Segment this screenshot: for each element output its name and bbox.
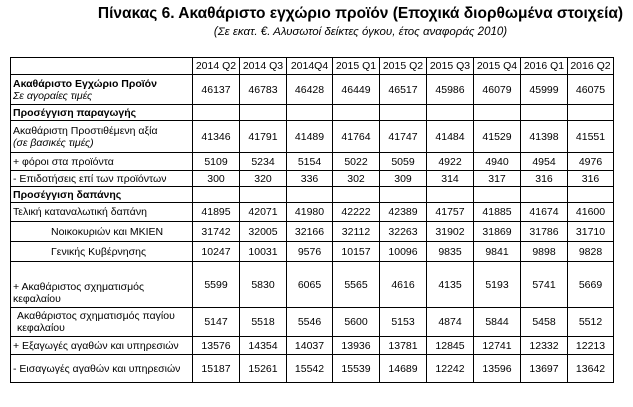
header-row [11, 58, 614, 75]
cell: 9841 [474, 242, 521, 262]
cell: 41764 [333, 121, 380, 153]
cell: 41791 [240, 121, 287, 153]
cell: 5669 [568, 262, 614, 308]
cell: 5154 [287, 153, 333, 171]
cell: 41747 [380, 121, 427, 153]
column-header: 2015 Q2 [380, 58, 427, 75]
cell: 300 [193, 171, 240, 187]
cell: 15539 [333, 355, 380, 383]
cell: 41346 [193, 121, 240, 153]
row-gva [11, 121, 614, 153]
cell: 13936 [333, 337, 380, 355]
column-header: 2016 Q1 [521, 58, 568, 75]
cell: 13576 [193, 337, 240, 355]
cell: 14689 [380, 355, 427, 383]
cell: 4954 [521, 153, 568, 171]
cell: 10247 [193, 242, 240, 262]
row-label: Τελική καταναλωτική δαπάνη [11, 203, 193, 222]
cell: 41489 [287, 121, 333, 153]
cell: 12741 [474, 337, 521, 355]
row-gdp [11, 75, 614, 105]
cell: 45986 [427, 75, 474, 105]
row-taxes [11, 153, 614, 171]
row-label: + Εξαγωγές αγαθών και υπηρεσιών [11, 337, 193, 355]
cell: 46079 [474, 75, 521, 105]
section-header: Προσέγγιση παραγωγής [11, 105, 193, 121]
cell: 46428 [287, 75, 333, 105]
gdp-table [10, 57, 614, 383]
row-sublabel: (σε βασικές τιμές) [13, 136, 94, 149]
row-sublabel: Σε αγοραίες τιμές [13, 89, 93, 102]
cell: 9828 [568, 242, 614, 262]
cell: 5193 [474, 262, 521, 308]
cell: 9835 [427, 242, 474, 262]
cell: 41600 [568, 203, 614, 222]
row-title: Ακαθάριστο Εγχώριο Προϊόν [13, 77, 157, 90]
cell: 41980 [287, 203, 333, 222]
cell: 46517 [380, 75, 427, 105]
row-households [11, 222, 614, 242]
cell: 4135 [427, 262, 474, 308]
cell: 14037 [287, 337, 333, 355]
row-gross-capital [11, 262, 614, 308]
row-imports [11, 355, 614, 383]
column-header: 2015 Q4 [474, 58, 521, 75]
cell: 13596 [474, 355, 521, 383]
cell: 12332 [521, 337, 568, 355]
cell: 5059 [380, 153, 427, 171]
cell: 13697 [521, 355, 568, 383]
row-label: Γενικής Κυβέρνησης [11, 242, 193, 262]
section-header: Προσέγγιση δαπάνης [11, 187, 193, 203]
cell: 4874 [427, 308, 474, 337]
cell: 316 [568, 171, 614, 187]
column-header: 2014 Q2 [193, 58, 240, 75]
row-label: Νοικοκυριών και ΜΚΙΕΝ [11, 222, 193, 242]
cell: 5458 [521, 308, 568, 337]
cell: 302 [333, 171, 380, 187]
row-label [11, 75, 193, 105]
cell: 41484 [427, 121, 474, 153]
cell: 9898 [521, 242, 568, 262]
cell: 46449 [333, 75, 380, 105]
cell: 5844 [474, 308, 521, 337]
cell: 5109 [193, 153, 240, 171]
cell: 5830 [240, 262, 287, 308]
cell: 15542 [287, 355, 333, 383]
cell: 12242 [427, 355, 474, 383]
cell: 31902 [427, 222, 474, 242]
table-title: Πίνακας 6. Ακαθάριστο εγχώριο προϊόν (Εποχικά διορθωμένα στοιχεία) [97, 5, 624, 22]
cell: 5600 [333, 308, 380, 337]
column-header: 2016 Q2 [568, 58, 614, 75]
cell: 5565 [333, 262, 380, 308]
cell: 41398 [521, 121, 568, 153]
row-label: + Ακαθάριστος σχηματισμός κεφαλαίου [11, 262, 193, 308]
cell: 5153 [380, 308, 427, 337]
cell: 46783 [240, 75, 287, 105]
row-final-consumption [11, 203, 614, 222]
row-label: - Επιδοτήσεις επί των προϊόντων [11, 171, 193, 187]
column-header: 2014Q4 [287, 58, 333, 75]
row-expenditure-header [11, 187, 614, 203]
cell: 46075 [568, 75, 614, 105]
cell: 41551 [568, 121, 614, 153]
cell: 31710 [568, 222, 614, 242]
cell: 32263 [380, 222, 427, 242]
row-production-header [11, 105, 614, 121]
cell: 5512 [568, 308, 614, 337]
cell: 4922 [427, 153, 474, 171]
row-title: Ακαθάριστη Προστιθέμενη αξία [13, 124, 158, 137]
row-government [11, 242, 614, 262]
cell: 32005 [240, 222, 287, 242]
cell: 32112 [333, 222, 380, 242]
row-exports [11, 337, 614, 355]
cell: 32166 [287, 222, 333, 242]
cell: 5741 [521, 262, 568, 308]
cell: 9576 [287, 242, 333, 262]
cell: 4976 [568, 153, 614, 171]
cell: 13781 [380, 337, 427, 355]
cell: 320 [240, 171, 287, 187]
cell: 31786 [521, 222, 568, 242]
cell: 41529 [474, 121, 521, 153]
cell: 5599 [193, 262, 240, 308]
cell: 10096 [380, 242, 427, 262]
cell: 13642 [568, 355, 614, 383]
cell: 12213 [568, 337, 614, 355]
row-label: - Εισαγωγές αγαθών και υπηρεσιών [11, 355, 193, 383]
cell: 4616 [380, 262, 427, 308]
column-header: 2015 Q1 [333, 58, 380, 75]
cell: 41895 [193, 203, 240, 222]
cell: 41757 [427, 203, 474, 222]
row-gross-fixed-capital [11, 308, 614, 337]
cell: 45999 [521, 75, 568, 105]
cell: 41885 [474, 203, 521, 222]
cell: 14354 [240, 337, 287, 355]
cell: 316 [521, 171, 568, 187]
table-subtitle: (Σε εκατ. €. Αλυσωτοί δείκτες όγκου, έτος αναφοράς 2010) [213, 26, 508, 38]
row-label: Ακαθάριστος σχηματισμός παγίου κεφαλαίου [11, 308, 193, 337]
cell: 5022 [333, 153, 380, 171]
column-header: 2014 Q3 [240, 58, 287, 75]
cell: 309 [380, 171, 427, 187]
cell: 15261 [240, 355, 287, 383]
column-header: 2015 Q3 [427, 58, 474, 75]
cell: 42389 [380, 203, 427, 222]
cell: 46137 [193, 75, 240, 105]
cell: 10031 [240, 242, 287, 262]
cell: 31869 [474, 222, 521, 242]
cell: 5234 [240, 153, 287, 171]
cell: 42222 [333, 203, 380, 222]
cell: 15187 [193, 355, 240, 383]
cell: 314 [427, 171, 474, 187]
cell: 5546 [287, 308, 333, 337]
cell: 31742 [193, 222, 240, 242]
cell: 41674 [521, 203, 568, 222]
cell: 5147 [193, 308, 240, 337]
row-label: + φόροι στα προϊόντα [11, 153, 193, 171]
header-corner [11, 58, 193, 75]
cell: 336 [287, 171, 333, 187]
cell: 5518 [240, 308, 287, 337]
row-subsidies [11, 171, 614, 187]
cell: 12845 [427, 337, 474, 355]
cell: 42071 [240, 203, 287, 222]
cell: 317 [474, 171, 521, 187]
cell: 6065 [287, 262, 333, 308]
cell: 4940 [474, 153, 521, 171]
row-label [11, 121, 193, 153]
cell: 10157 [333, 242, 380, 262]
